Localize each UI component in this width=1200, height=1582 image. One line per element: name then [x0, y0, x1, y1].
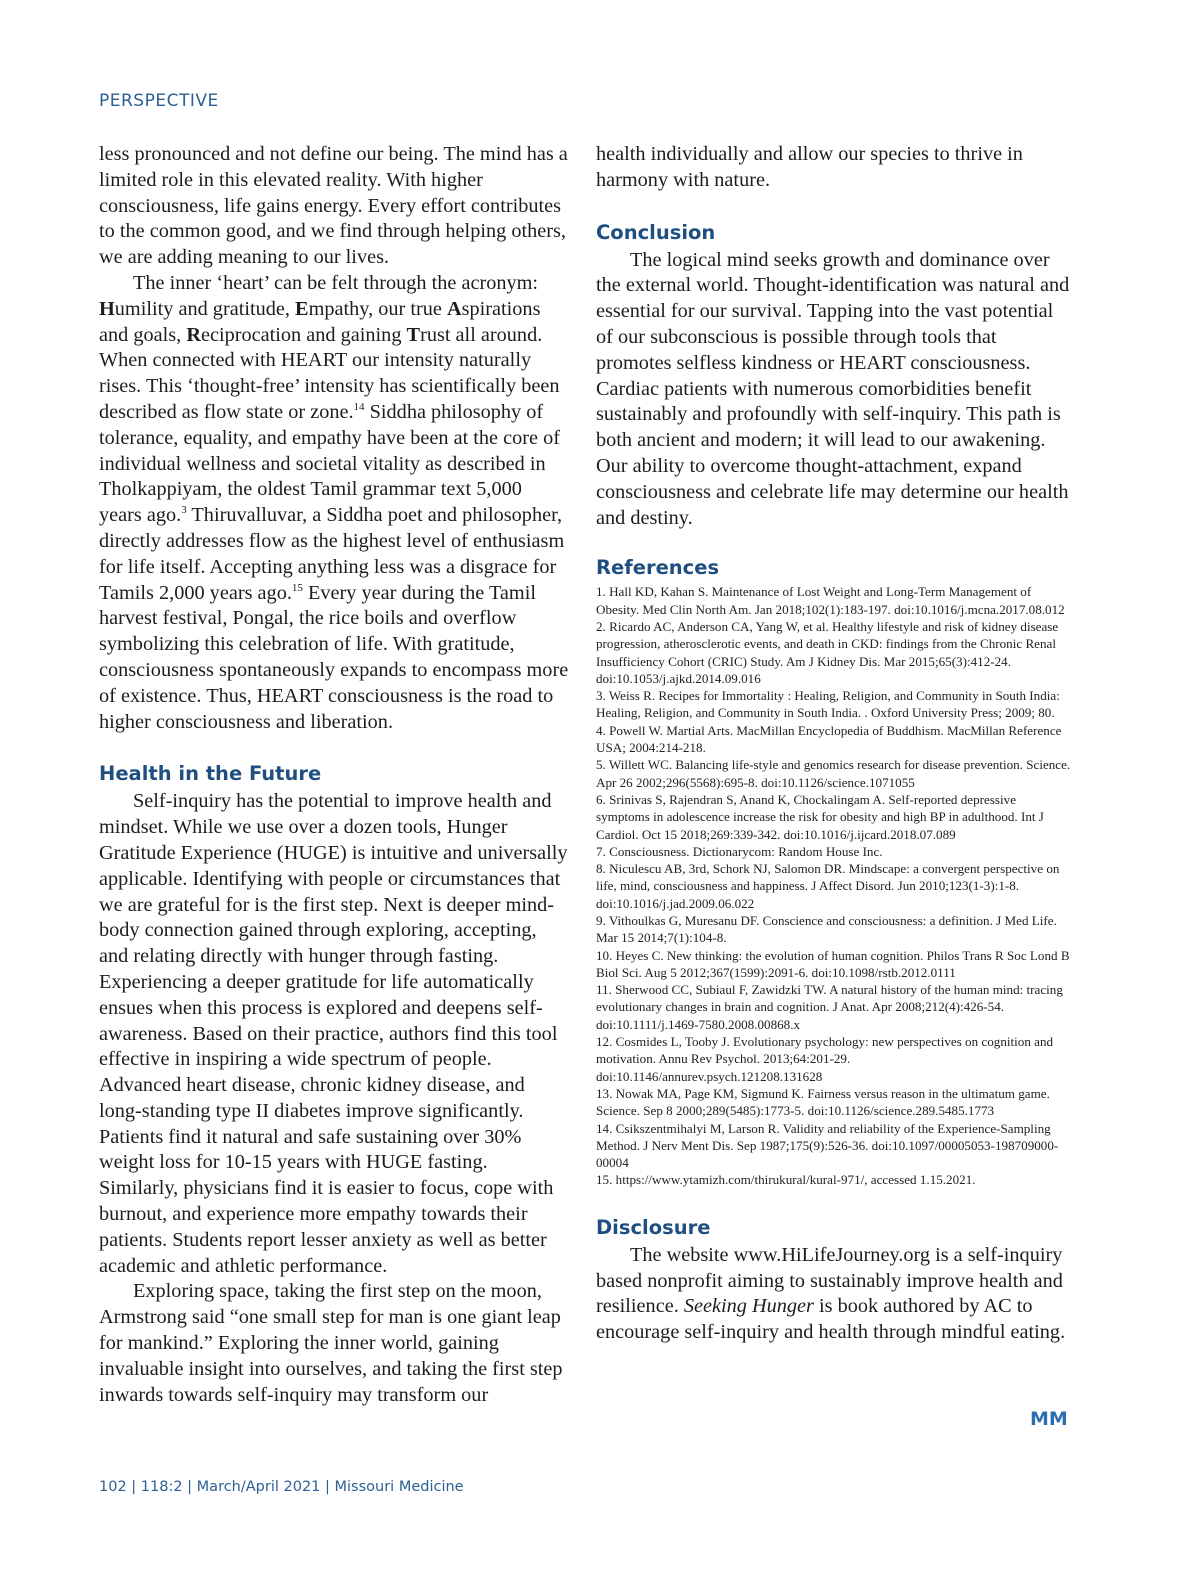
- text-run: is book authored by AC to encourage self-inquiry and health through mindful eating.: [596, 1295, 1066, 1344]
- page-footer: 102 | 118:2 | March/April 2021 | Missouri Medicine: [99, 1479, 464, 1495]
- paragraph: health individually and allow our species to thrive in harmony with nature.: [596, 143, 1023, 191]
- heart-acronym-paragraph: [99, 271, 569, 735]
- citation-marker[interactable]: 14: [353, 401, 365, 414]
- reference-item: 11. Sherwood CC, Subiaul F, Zawidzki TW. A natural history of the human mind: tracing evolutionary changes in brain and cognition. J Anat. Apr 2008;212(4):426-54. doi:10.1111/j.1469-7580.2008.00868.x: [596, 982, 1063, 1032]
- text-run: spirations and goals,: [99, 297, 541, 346]
- right-column: [596, 142, 1071, 1346]
- acronym-letter: H: [99, 297, 115, 320]
- references-heading: References: [596, 556, 720, 580]
- reference-item: 9. Vithoulkas G, Muresanu DF. Conscience and consciousness: a definition. J Med Life. Mar 15 2014;7(1):104-8.: [596, 913, 1057, 946]
- citation-marker[interactable]: 3: [181, 504, 187, 517]
- reference-list: [596, 583, 1071, 1188]
- paragraph: Exploring space, taking the first step on the moon, Armstrong said “one small step for man is one giant leap for mankind.” Exploring the inner world, gaining invaluable insight into ourselves, and taking the first step inwards towards self-inquiry may transform our: [99, 1280, 563, 1406]
- text-run: Siddha philosophy of tolerance, equality, and empathy have been at the core of individual wellness and societal vitality as described in Tholkappiyam, the oldest Tamil grammar text 5,000 years ago.: [99, 400, 560, 527]
- citation-marker[interactable]: 15: [291, 581, 303, 594]
- conclusion-heading: Conclusion: [596, 220, 716, 244]
- acronym-letter: T: [406, 323, 421, 346]
- acronym-letter: E: [295, 297, 309, 320]
- paragraph: less pronounced and not define our being. The mind has a limited role in this elevated reality. With higher consciousness, life gains energy. Every effort contributes to the common good, and we find through helping others, we are adding meaning to our lives.: [99, 143, 568, 269]
- reference-item: 10. Heyes C. New thinking: the evolution of human cognition. Philos Trans R Soc Lond B Biol Sci. Aug 5 2012;367(1599):2091-6. doi:10.1098/rstb.2012.0111: [596, 947, 1070, 980]
- text-run: The website www.HiLifeJourney.org is a self-inquiry based nonprofit aiming to sustainably improve health and resilience.: [596, 1243, 1063, 1318]
- text-run: eciprocation and gaining: [200, 323, 407, 346]
- reference-item: 6. Srinivas S, Rajendran S, Anand K, Chockalingam A. Self-reported depressive symptoms in adolescence increase the risk for obesity and high BP in adulthood. Int J Cardiol. Oct 15 2018;269:339-342. doi:10.1016/j.ijcard.2018.07.089: [596, 791, 1044, 842]
- acronym-letter: R: [186, 323, 201, 346]
- disclosure-paragraph: [596, 1243, 1071, 1346]
- reference-item: 5. Willett WC. Balancing life-style and genomics research for disease prevention. Science. Apr 26 2002;296(5568):695-8. doi:10.1126/science.1071055: [596, 757, 1071, 790]
- text-run: mpathy, our true: [308, 297, 447, 320]
- paragraph: The logical mind seeks growth and dominance over the external world. Thought-identification was natural and essential for our survival. Tapping into the vast potential of our subconscious is possible through tools that promotes selfless kindness or HEART consciousness. Cardiac patients with numerous comorbidities benefit sustainably and profoundly with self-inquiry. This path is both ancient and modern; it will lead to our awakening. Our ability to overcome thought-attachment, expand consciousness and celebrate life may determine our health and destiny.: [596, 248, 1070, 529]
- reference-item: 15. https://www.ytamizh.com/thirukural/kural-971/, accessed 1.15.2021.: [596, 1172, 976, 1188]
- reference-item: 13. Nowak MA, Page KM, Sigmund K. Fairness versus reason in the ultimatum game. Science. Sep 8 2000;289(5485):1773-5. doi:10.1126/science.289.5485.1773: [596, 1085, 1050, 1119]
- reference-item: 14. Csikszentmihalyi M, Larson R. Validity and reliability of the Experience-Sampling Method. J Nerv Ment Dis. Sep 1987;175(9):526-36. doi:10.1097/00005053-198709000-00004: [596, 1120, 1059, 1171]
- reference-item: 7. Consciousness. Dictionarycom: Random House Inc.: [596, 843, 883, 859]
- section-label: PERSPECTIVE: [99, 91, 219, 111]
- health-future-heading: Health in the Future: [99, 762, 322, 786]
- left-column: [99, 142, 569, 1408]
- mm-end-badge: MM: [1030, 1408, 1068, 1430]
- reference-item: 3. Weiss R. Recipes for Immortality : Healing, Religion, and Community in South India: Healing, Religion, and Community in South India. . Oxford University Press; 2009; 80.: [596, 688, 1060, 721]
- reference-item: 1. Hall KD, Kahan S. Maintenance of Lost Weight and Long-Term Management of Obesity. Med Clin North Am. Jan 2018;102(1):183-197. doi:10.1016/j.mcna.2017.08.012: [596, 584, 1065, 617]
- book-title: Seeking Hunger: [683, 1295, 814, 1318]
- text-run: The inner ‘heart’ can be felt through the acronym:: [133, 271, 539, 294]
- text-run: umility and gratitude,: [114, 297, 296, 320]
- text-run: Thiruvalluvar, a Siddha poet and philosopher, directly addresses flow as the highest level of enthusiasm for life itself. Accepting anything less was a disgrace for Tamils 2,000 years ago.: [99, 504, 565, 604]
- text-run: rust all around. When connected with HEART our intensity naturally rises. This ‘thought-free’ intensity has scientifically been described as flow state or zone.: [99, 323, 560, 423]
- reference-item: 2. Ricardo AC, Anderson CA, Yang W, et al. Healthy lifestyle and risk of kidney disease progression, atherosclerotic events, and death in CKD: findings from the Chronic Renal Insufficiency Cohort (CRIC) Study. Am J Kidney Dis. Mar 2015;65(3):412-24. doi:10.1053/j.ajkd.2014.09.016: [596, 618, 1059, 686]
- paragraph: Self-inquiry has the potential to improve health and mindset. While we use over a dozen tools, Hunger Gratitude Experience (HUGE) is intuitive and universally applicable. Identifying with people or circumstances that we are grateful for is the first step. Next is deeper mind-body connection gained through exploring, accepting, and relating directly with hunger through fasting. Experiencing a deeper gratitude for life automatically ensues when this process is explored and deepens self-awareness. Based on their practice, authors find this tool effective in inspiring a wide spectrum of people. Advanced heart disease, chronic kidney disease, and long-standing type II diabetes improve significantly. Patients find it natural and safe sustaining over 30% weight loss for 10-15 years with HUGE fasting. Similarly, physicians find it is easier to focus, cope with burnout, and experience more empathy towards their patients. Students report lesser anxiety as well as better academic and athletic performance.: [99, 790, 568, 1277]
- text-run: Every year during the Tamil harvest festival, Pongal, the rice boils and overflow symbolizing this celebration of life. With gratitude, consciousness spontaneously expands to encompass more of existence. Thus, HEART consciousness is the road to higher consciousness and liberation.: [99, 581, 569, 733]
- acronym-letter: A: [446, 297, 462, 320]
- reference-item: 4. Powell W. Martial Arts. MacMillan Encyclopedia of Buddhism. MacMillan Reference USA; 2004:214-218.: [596, 722, 1062, 756]
- reference-item: 8. Niculescu AB, 3rd, Schork NJ, Salomon DR. Mindscape: a convergent perspective on life, mind, consciousness and happiness. J Affect Disord. Jun 2010;123(1-3):1-8. doi:10.1016/j.jad.2009.06.022: [596, 861, 1060, 911]
- disclosure-heading: Disclosure: [596, 1215, 711, 1239]
- reference-item: 12. Cosmides L, Tooby J. Evolutionary psychology: new perspectives on cognition and motivation. Annu Rev Psychol. 2013;64:201-29. doi:10.1146/annurev.psych.121208.131628: [596, 1034, 1054, 1084]
